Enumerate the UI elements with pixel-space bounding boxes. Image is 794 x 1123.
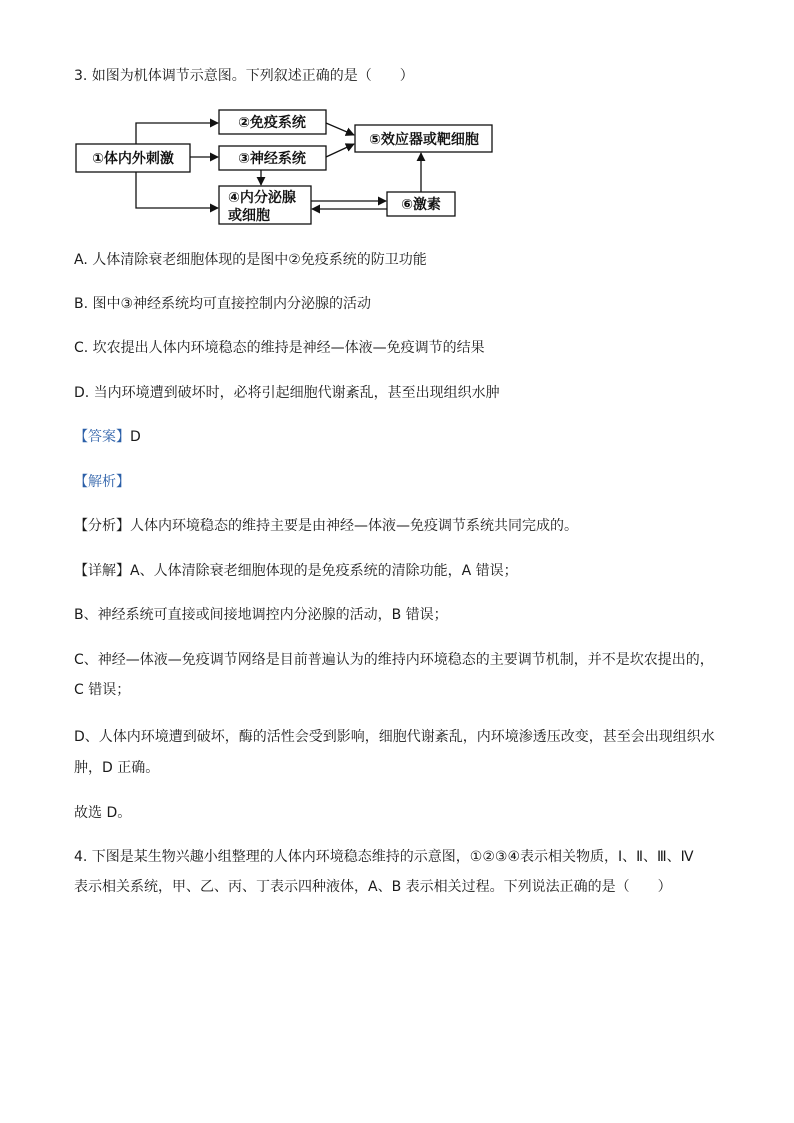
- detail-c-line-2: C 错误；: [74, 682, 131, 698]
- answer-label: 【答案】: [74, 429, 130, 445]
- arrow-stimulus-immune: [136, 123, 218, 144]
- label-nervous: ③神经系统: [238, 151, 306, 167]
- arrow-immune-effector: [326, 123, 354, 135]
- label-immune: ②免疫系统: [238, 115, 306, 131]
- detail-a-line: [74, 561, 518, 581]
- question-4-stem-line-1: 4. 下图是某生物兴趣小组整理的人体内环境稳态维持的示意图，①②③④表示相关物质，Ⅰ、Ⅱ、Ⅲ、Ⅳ: [74, 849, 694, 865]
- fenxi-text: 人体内环境稳态的维持主要是由神经—体液—免疫调节系统共同完成的。: [130, 518, 578, 534]
- fenxi-label: 【分析】: [74, 518, 130, 534]
- label-endocrine-1: ④内分泌腺: [228, 190, 296, 206]
- label-effector: ⑤效应器或靶细胞: [369, 132, 479, 148]
- question-3-stem: 3. 如图为机体调节示意图。下列叙述正确的是（ ）: [74, 68, 414, 84]
- detail-label: 【详解】: [74, 563, 130, 579]
- conclusion: 故选 D。: [74, 805, 132, 821]
- label-endocrine-2: 或细胞: [228, 208, 270, 224]
- option-d: D. 当内环境遭到破坏时，必将引起细胞代谢紊乱，甚至出现组织水肿: [74, 385, 500, 401]
- option-a: A. 人体清除衰老细胞体现的是图中②免疫系统的防卫功能: [74, 252, 427, 268]
- regulation-diagram: [72, 106, 502, 228]
- detail-a-text: A、人体清除衰老细胞体现的是免疫系统的清除功能，A 错误；: [130, 563, 518, 579]
- label-hormone: ⑥激素: [401, 197, 441, 213]
- arrow-stimulus-endocrine: [136, 172, 218, 208]
- question-4-stem-line-2: 表示相关系统，甲、乙、丙、丁表示四种液体，A、B 表示相关过程。下列说法正确的是（ ）: [74, 879, 672, 895]
- label-stimulus: ①体内外刺激: [92, 151, 174, 167]
- option-b: B. 图中③神经系统均可直接控制内分泌腺的活动: [74, 296, 372, 312]
- detail-c-line-1: C、神经—体液—免疫调节网络是目前普遍认为的维持内环境稳态的主要调节机制，并不是坎农提出的，: [74, 652, 714, 668]
- detail-b-line: B、神经系统可直接或间接地调控内分泌腺的活动，B 错误；: [74, 607, 448, 623]
- fenxi-line: [74, 516, 578, 536]
- detail-d-line-1: D、人体内环境遭到破坏，酶的活性会受到影响，细胞代谢紊乱，内环境渗透压改变，甚至会出现组织水: [74, 729, 715, 745]
- option-c: C. 坎农提出人体内环境稳态的维持是神经—体液—免疫调节的结果: [74, 340, 485, 356]
- answer-line: [74, 427, 141, 447]
- arrow-nervous-effector: [326, 144, 354, 157]
- detail-d-line-2: 肿，D 正确。: [74, 760, 160, 776]
- analysis-label: 【解析】: [74, 474, 130, 490]
- answer-value: D: [130, 429, 141, 445]
